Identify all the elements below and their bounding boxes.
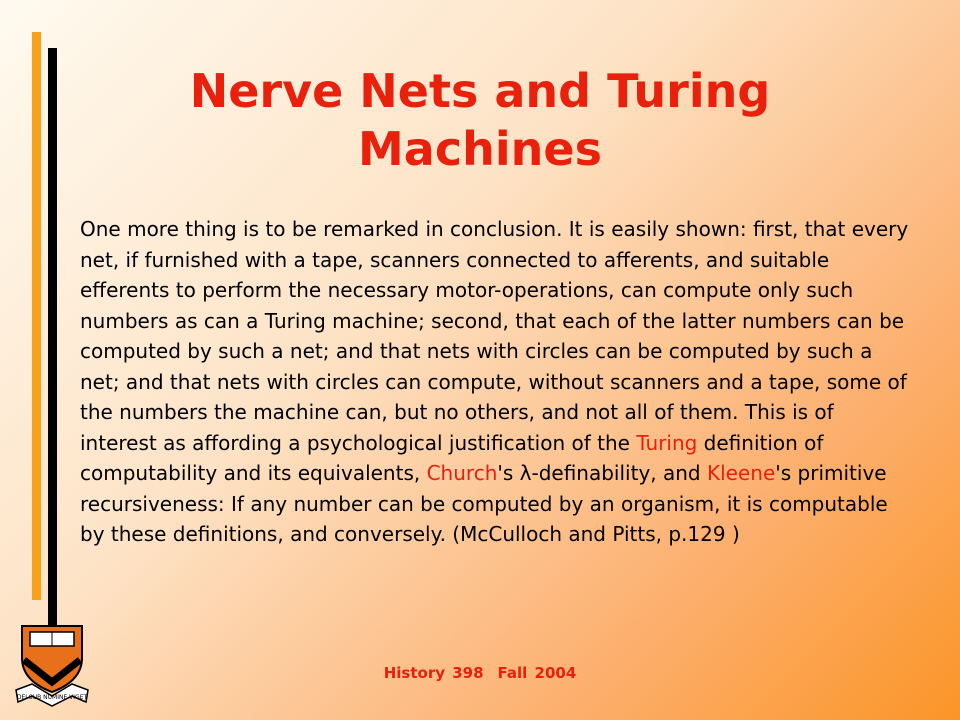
body-text-part: 's primitive recursiveness: If any number can be computed by an organism, it is computable by these definitions, and conversely. (McCulloch and Pitts, p.129 )	[80, 461, 888, 546]
highlight-church: Church	[426, 461, 498, 485]
seal-motto: DEI SUB NUMINE VIGET	[16, 694, 88, 701]
slide-footer	[330, 664, 630, 682]
highlight-kleene: Kleene	[706, 461, 776, 485]
decorative-bar-black	[48, 48, 57, 640]
footer-term: Fall 2004	[497, 664, 577, 682]
footer-course: History 398	[383, 664, 484, 682]
highlight-turing: Turing	[636, 430, 698, 455]
slide-body-text	[80, 214, 910, 550]
body-text-part: 's λ-definability, and	[497, 461, 707, 485]
princeton-seal-icon	[12, 620, 92, 708]
body-text-part: One more thing is to be remarked in conclusion. It is easily shown: first, that every net, if furnished with a tape, scanners connected to afferents, and suitable efferents to perform the necessary motor-operations, can compute only such numbers as can a Turing machine; second, that each of the latter numbers can be computed by such a net; and that nets with circles can be computed by such a net; and that nets with circles can compute, without scanners and a tape, some of the numbers the machine can, but no others, and not all of them. This is of interest as affording a psychological justification of the	[80, 217, 909, 455]
slide-title: Nerve Nets and Turing Machines	[189, 64, 771, 176]
decorative-bar-orange	[32, 32, 41, 600]
body-text-part: definition of computability and its equivalents,	[80, 430, 824, 485]
